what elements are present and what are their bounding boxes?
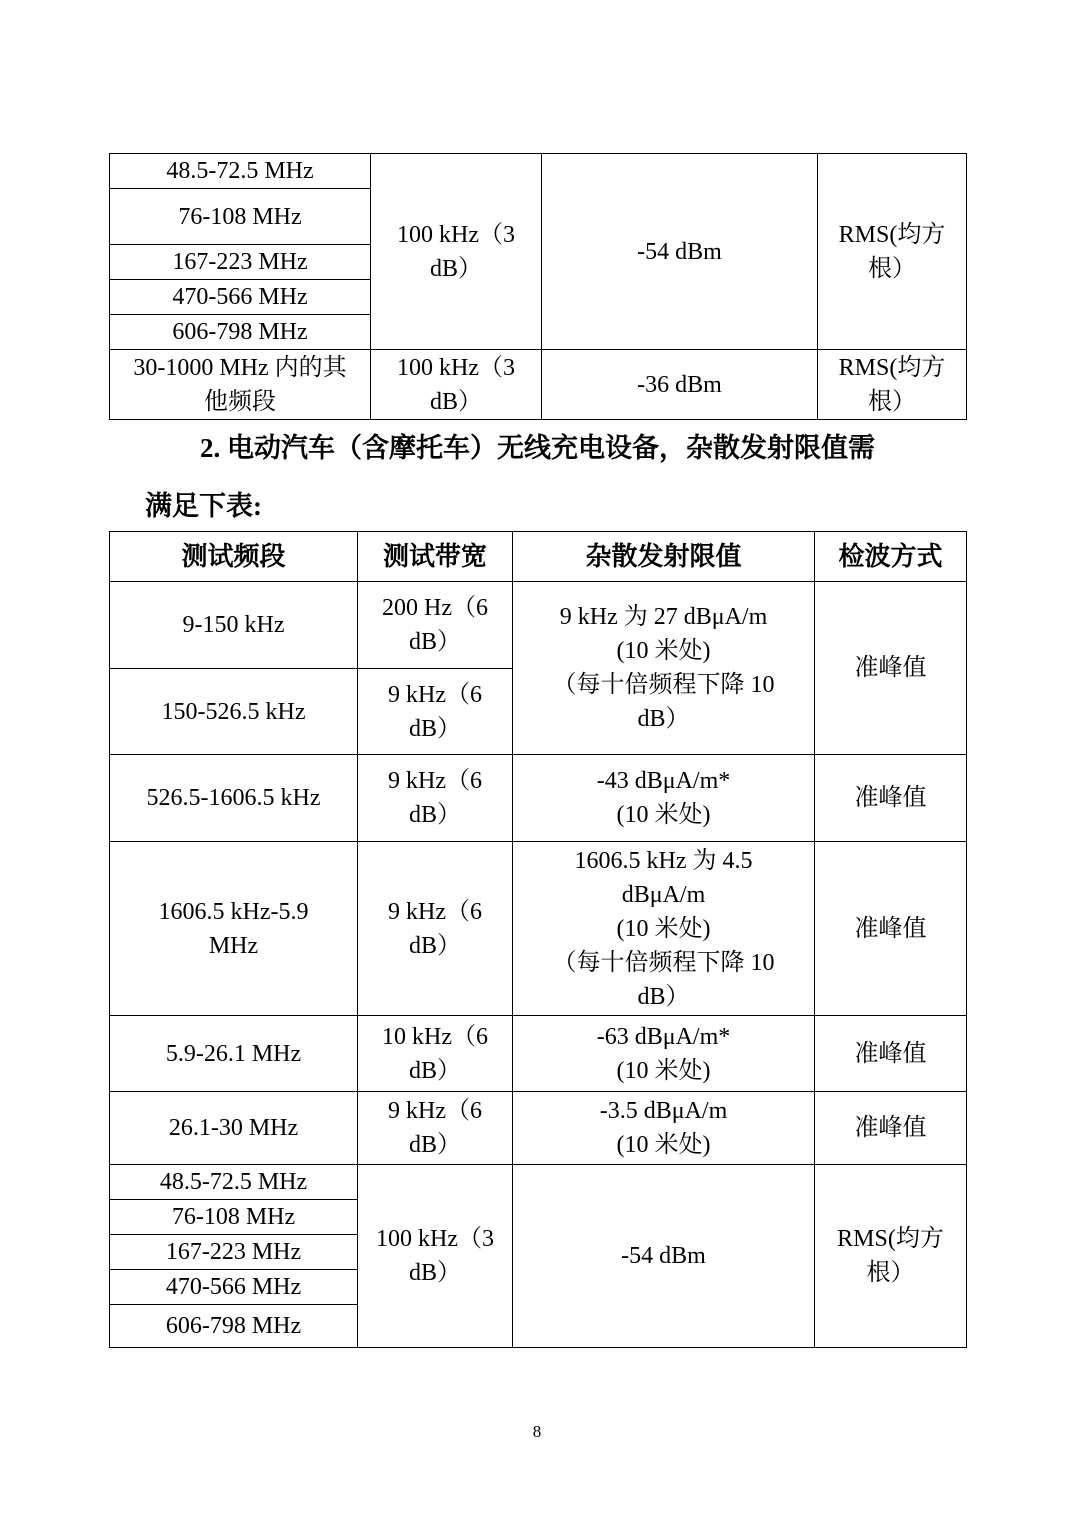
page-number: 8: [532, 1422, 542, 1441]
band-cell: 167-223 MHz: [110, 245, 371, 280]
limit-cell: -3.5 dBμA/m (10 米处): [513, 1092, 815, 1165]
band-cell: 76-108 MHz: [110, 189, 371, 245]
band-cell: 1606.5 kHz-5.9 MHz: [110, 842, 358, 1016]
band-cell: 48.5-72.5 MHz: [110, 154, 371, 189]
section-heading-continued: 满足下表:: [145, 491, 262, 521]
header-test-bandwidth: 测试带宽: [358, 532, 513, 582]
bandwidth-cell: 9 kHz（6 dB）: [358, 1092, 513, 1165]
band-cell: 606-798 MHz: [110, 315, 371, 350]
limit-cell: -43 dBμA/m* (10 米处): [513, 755, 815, 842]
header-test-band: 测试频段: [110, 532, 358, 582]
band-cell: 470-566 MHz: [110, 280, 371, 315]
limit-cell: -54 dBm: [542, 154, 818, 350]
bandwidth-cell: 9 kHz（6 dB）: [358, 842, 513, 1016]
band-cell: 526.5-1606.5 kHz: [110, 755, 358, 842]
bandwidth-cell: 200 Hz（6 dB）: [358, 582, 513, 669]
bandwidth-cell: 9 kHz（6 dB）: [358, 755, 513, 842]
band-cell: 76-108 MHz: [110, 1200, 358, 1235]
bandwidth-cell: 9 kHz（6 dB）: [358, 669, 513, 755]
limit-cell: -54 dBm: [513, 1165, 815, 1348]
header-limit: 杂散发射限值: [513, 532, 815, 582]
bandwidth-cell: 100 kHz（3 dB）: [371, 154, 542, 350]
band-cell: 150-526.5 kHz: [110, 669, 358, 755]
bandwidth-cell: 10 kHz（6 dB）: [358, 1016, 513, 1092]
band-cell: 470-566 MHz: [110, 1270, 358, 1305]
detector-cell: 准峰值: [815, 582, 967, 755]
limit-cell: 1606.5 kHz 为 4.5 dBμA/m (10 米处) （每十倍频程下降 10 dB）: [513, 842, 815, 1016]
detector-cell: 准峰值: [815, 1016, 967, 1092]
header-detector: 检波方式: [815, 532, 967, 582]
limits-table-continued: [109, 153, 967, 420]
detector-cell: 准峰值: [815, 755, 967, 842]
bandwidth-cell: 100 kHz（3 dB）: [358, 1165, 513, 1348]
detector-cell: 准峰值: [815, 842, 967, 1016]
limit-cell: -63 dBμA/m* (10 米处): [513, 1016, 815, 1092]
band-cell: 9-150 kHz: [110, 582, 358, 669]
section-heading: 2. 电动汽车（含摩托车）无线充电设备，杂散发射限值需: [200, 433, 875, 463]
band-cell: 5.9-26.1 MHz: [110, 1016, 358, 1092]
band-cell: 48.5-72.5 MHz: [110, 1165, 358, 1200]
detector-cell: RMS(均方 根）: [815, 1165, 967, 1348]
bandwidth-cell: 100 kHz（3 dB）: [371, 350, 542, 420]
detector-cell: 准峰值: [815, 1092, 967, 1165]
spurious-emission-limits-table: [109, 531, 967, 1348]
band-cell: 606-798 MHz: [110, 1305, 358, 1348]
limit-cell: 9 kHz 为 27 dBμA/m (10 米处) （每十倍频程下降 10 dB）: [513, 582, 815, 755]
detector-cell: RMS(均方 根）: [818, 350, 967, 420]
band-cell: 167-223 MHz: [110, 1235, 358, 1270]
band-cell: 26.1-30 MHz: [110, 1092, 358, 1165]
detector-cell: RMS(均方 根）: [818, 154, 967, 350]
band-cell: 30-1000 MHz 内的其 他频段: [110, 350, 371, 420]
limit-cell: -36 dBm: [542, 350, 818, 420]
